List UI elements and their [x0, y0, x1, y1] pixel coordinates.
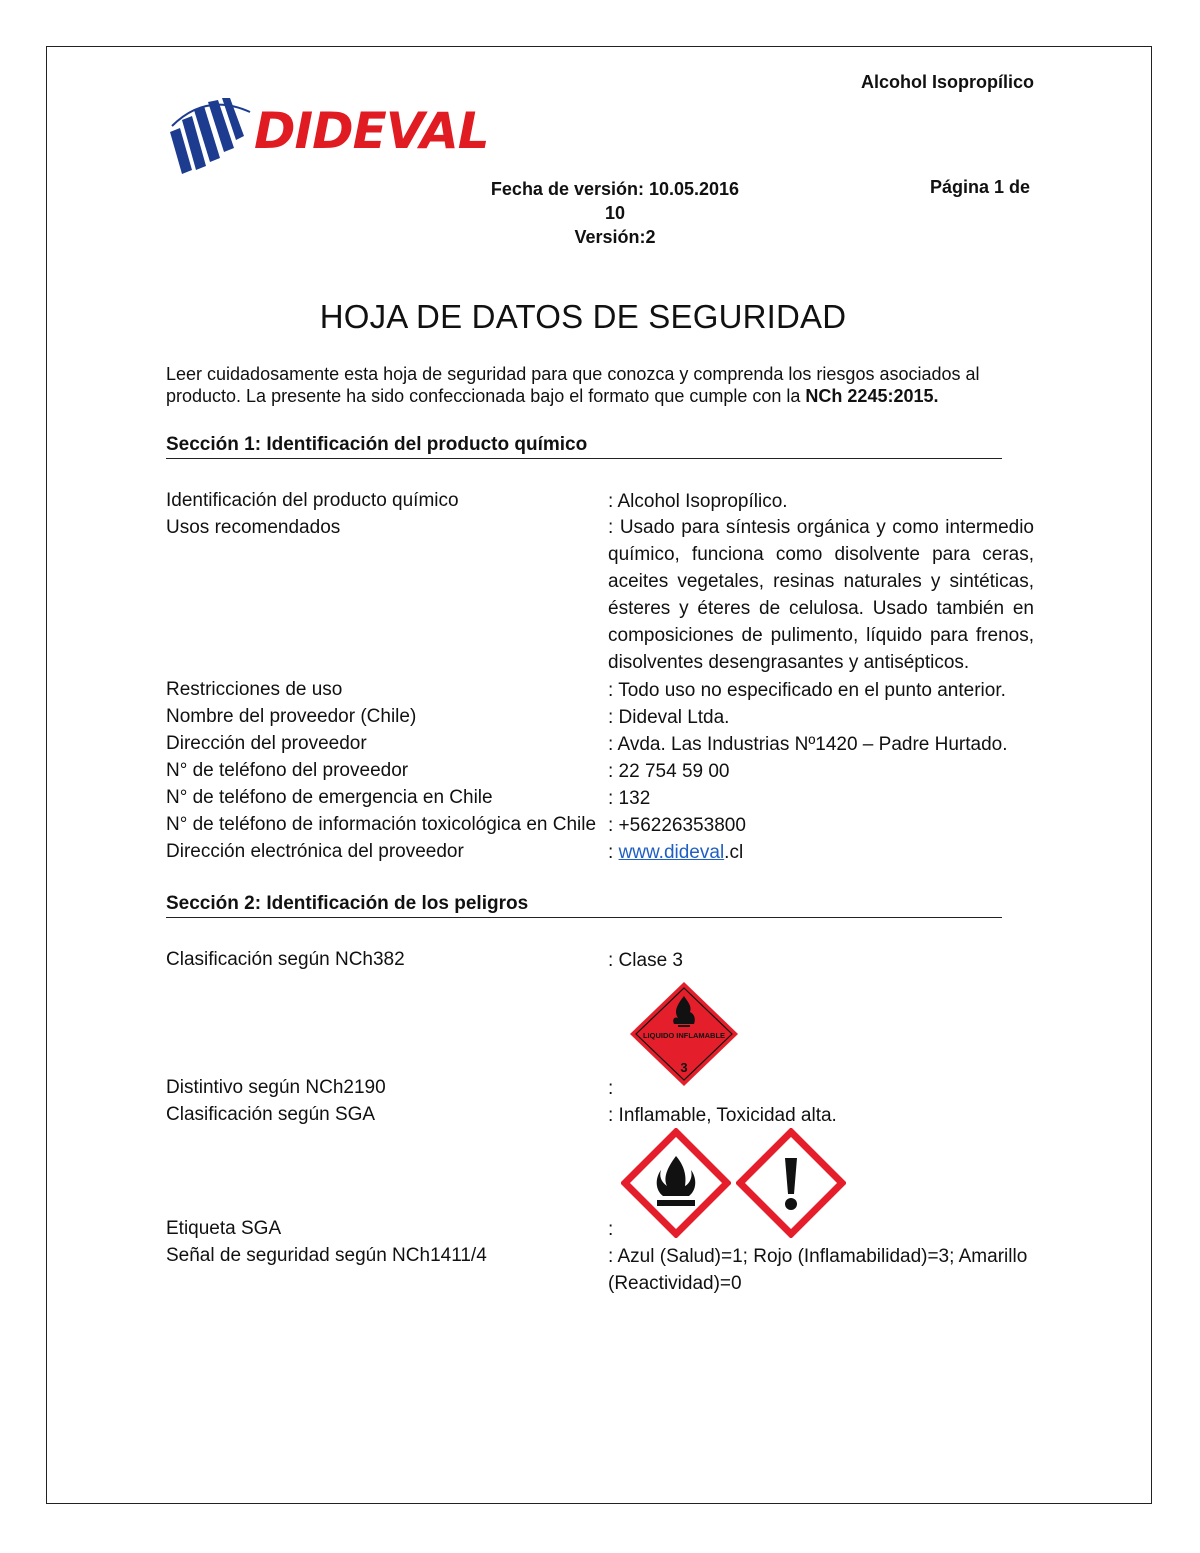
- logo-emblem-icon: [166, 92, 256, 176]
- label-nch1411: Señal de seguridad según NCh1411/4: [166, 1245, 487, 1266]
- label-toxicology-phone: N° de teléfono de información toxicológica en Chile: [166, 814, 597, 835]
- value-emergency-phone: : 132: [608, 788, 651, 809]
- placard-class-number: 3: [680, 1060, 688, 1075]
- value-sga-label: :: [608, 1219, 614, 1240]
- label-recommended-uses: Usos recomendados: [166, 517, 341, 538]
- value-supplier-phone: : 22 754 59 00: [608, 761, 730, 782]
- placard-text: LIQUIDO INFLAMABLE: [642, 1031, 726, 1040]
- intro-text: Leer cuidadosamente esta hoja de seguridad para que conozca y comprenda los riesgos asociados al producto. La presente ha sido confeccionada bajo el formato que cumple con la: [166, 364, 980, 406]
- label-restrictions: Restricciones de uso: [166, 679, 343, 700]
- label-emergency-phone: N° de teléfono de emergencia en Chile: [166, 787, 493, 808]
- label-sga-label: Etiqueta SGA: [166, 1218, 282, 1239]
- value-nch382: : Clase 3: [608, 950, 683, 971]
- label-supplier-web: Dirección electrónica del proveedor: [166, 841, 464, 862]
- version-info: [420, 177, 810, 249]
- value-restrictions: : Todo uso no especificado en el punto anterior.: [608, 680, 1006, 701]
- logo-text: DIDEVAL: [254, 102, 489, 160]
- value-product-id: : Alcohol Isopropílico.: [608, 491, 788, 512]
- label-supplier-address: Dirección del proveedor: [166, 733, 367, 754]
- web-prefix: :: [608, 842, 619, 863]
- label-nch2190: Distintivo según NCh2190: [166, 1077, 386, 1098]
- web-suffix: .cl: [724, 842, 744, 863]
- value-recommended-uses: : Usado para síntesis orgánica y como intermedio químico, funciona como disolvente para ceras, aceites vegetales, resinas naturales y sintéticas, ésteres y éteres de celulosa. Usado también en composiciones de pulimento, líquido para frenos, disolventes desengrasantes y antisépticos.: [608, 517, 1034, 673]
- label-nch382: Clasificación según NCh382: [166, 949, 405, 970]
- value-toxicology-phone: : +56226353800: [608, 815, 746, 836]
- intro-paragraph: [166, 363, 1036, 407]
- value-supplier-web: [608, 839, 1034, 866]
- value-supplier-name: : Dideval Ltda.: [608, 707, 730, 728]
- label-product-id: Identificación del producto químico: [166, 490, 459, 511]
- section-2-heading: Sección 2: Identificación de los peligros: [166, 893, 1002, 918]
- intro-norm: NCh 2245:2015.: [805, 386, 939, 406]
- flammable-placard-icon: [628, 980, 740, 1088]
- page-number: Página 1 de: [929, 177, 1030, 197]
- product-name: Alcohol Isopropílico: [860, 72, 1034, 92]
- label-supplier-name: Nombre del proveedor (Chile): [166, 706, 417, 727]
- value-supplier-address: : Avda. Las Industrias Nº1420 – Padre Hurtado.: [608, 734, 1008, 755]
- label-sga-classification: Clasificación según SGA: [166, 1104, 376, 1125]
- version-date: Fecha de versión: 10.05.2016: [490, 179, 740, 199]
- document-title: HOJA DE DATOS DE SEGURIDAD: [319, 298, 847, 335]
- value-nch1411: : Azul (Salud)=1; Rojo (Inflamabilidad)=3; Amarillo (Reactividad)=0: [608, 1246, 1028, 1294]
- value-sga-classification: : Inflamable, Toxicidad alta.: [608, 1105, 837, 1126]
- value-nch2190: :: [608, 1078, 614, 1099]
- page-total: 10: [604, 203, 626, 223]
- supplier-website-link[interactable]: www.dideval: [618, 842, 725, 863]
- label-supplier-phone: N° de teléfono del proveedor: [166, 760, 409, 781]
- version-number: Versión:2: [574, 227, 656, 247]
- section-1-heading: Sección 1: Identificación del producto químico: [166, 434, 1002, 459]
- dideval-logo: [166, 92, 506, 176]
